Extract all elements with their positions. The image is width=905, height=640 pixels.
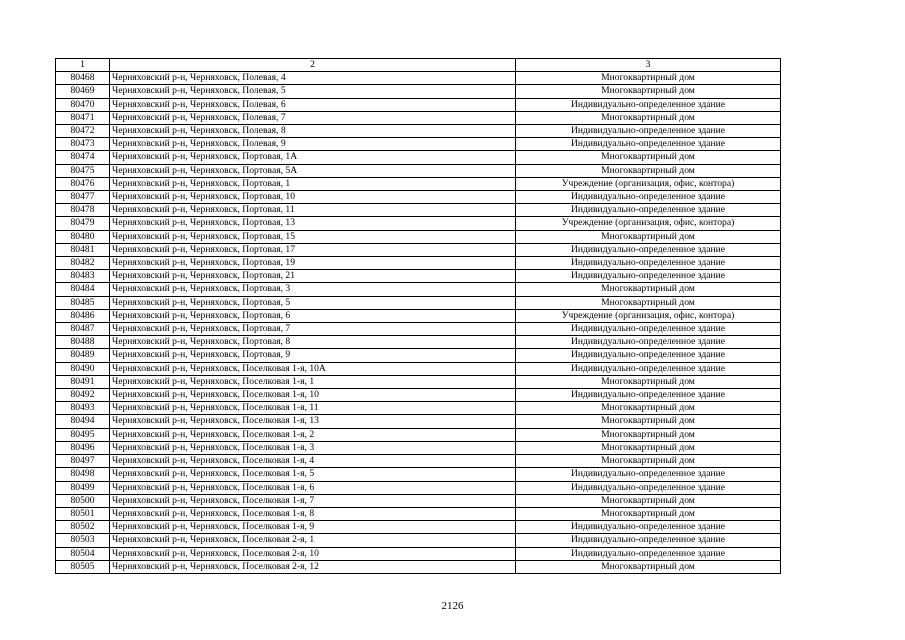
building-type-cell: Индивидуально-определенное здание (516, 362, 781, 375)
table-row (56, 494, 781, 507)
building-type-cell: Многоквартирный дом (516, 164, 781, 177)
table-row (56, 296, 781, 309)
row-number-cell: 80494 (56, 415, 110, 428)
address-cell: Черняховский р-н, Черняховск, Портовая, 1 (110, 177, 516, 190)
building-type-cell: Индивидуально-определенное здание (516, 534, 781, 547)
address-cell: Черняховский р-н, Черняховск, Поселковая 1-я, 4 (110, 455, 516, 468)
address-cell: Черняховский р-н, Черняховск, Портовая, 11 (110, 204, 516, 217)
table-row (56, 521, 781, 534)
table-row (56, 468, 781, 481)
building-type-cell: Индивидуально-определенное здание (516, 349, 781, 362)
table-row (56, 428, 781, 441)
row-number-cell: 80500 (56, 494, 110, 507)
row-number-cell: 80493 (56, 402, 110, 415)
table-row (56, 257, 781, 270)
address-cell: Черняховский р-н, Черняховск, Полевая, 4 (110, 72, 516, 85)
row-number-cell: 80490 (56, 362, 110, 375)
address-cell: Черняховский р-н, Черняховск, Поселковая 1-я, 2 (110, 428, 516, 441)
building-type-cell: Многоквартирный дом (516, 111, 781, 124)
table-row (56, 243, 781, 256)
row-number-cell: 80505 (56, 560, 110, 573)
table-row (56, 547, 781, 560)
row-number-cell: 80471 (56, 111, 110, 124)
building-type-cell: Индивидуально-определенное здание (516, 336, 781, 349)
row-number-cell: 80468 (56, 72, 110, 85)
column-header-number: 1 (56, 59, 110, 72)
address-cell: Черняховский р-н, Черняховск, Поселковая 2-я, 12 (110, 560, 516, 573)
table-row (56, 336, 781, 349)
building-type-cell: Многоквартирный дом (516, 296, 781, 309)
row-number-cell: 80481 (56, 243, 110, 256)
address-cell: Черняховский р-н, Черняховск, Поселковая 1-я, 9 (110, 521, 516, 534)
address-cell: Черняховский р-н, Черняховск, Полевая, 6 (110, 98, 516, 111)
table-row (56, 507, 781, 520)
building-type-cell: Индивидуально-определенное здание (516, 270, 781, 283)
building-type-cell: Индивидуально-определенное здание (516, 257, 781, 270)
row-number-cell: 80484 (56, 283, 110, 296)
address-cell: Черняховский р-н, Черняховск, Поселковая 1-я, 11 (110, 402, 516, 415)
address-cell: Черняховский р-н, Черняховск, Портовая, 17 (110, 243, 516, 256)
building-type-cell: Индивидуально-определенное здание (516, 547, 781, 560)
building-type-cell: Учреждение (организация, офис, контора) (516, 309, 781, 322)
address-cell: Черняховский р-н, Черняховск, Полевая, 7 (110, 111, 516, 124)
row-number-cell: 80489 (56, 349, 110, 362)
building-type-cell: Многоквартирный дом (516, 283, 781, 296)
table-row (56, 111, 781, 124)
building-type-cell: Индивидуально-определенное здание (516, 98, 781, 111)
address-cell: Черняховский р-н, Черняховск, Поселковая 1-я, 5 (110, 468, 516, 481)
table-row (56, 389, 781, 402)
building-type-cell: Многоквартирный дом (516, 85, 781, 98)
column-header-address: 2 (110, 59, 516, 72)
building-type-cell: Многоквартирный дом (516, 375, 781, 388)
page-number: 2126 (441, 600, 464, 612)
building-type-cell: Многоквартирный дом (516, 230, 781, 243)
address-cell: Черняховский р-н, Черняховск, Портовая, 9 (110, 349, 516, 362)
address-cell: Черняховский р-н, Черняховск, Поселковая 2-я, 1 (110, 534, 516, 547)
row-number-cell: 80495 (56, 428, 110, 441)
table-row (56, 283, 781, 296)
address-cell: Черняховский р-н, Черняховск, Портовая, 5 (110, 296, 516, 309)
row-number-cell: 80476 (56, 177, 110, 190)
table-row (56, 402, 781, 415)
row-number-cell: 80491 (56, 375, 110, 388)
building-type-cell: Многоквартирный дом (516, 507, 781, 520)
address-cell: Черняховский р-н, Черняховск, Портовая, 21 (110, 270, 516, 283)
row-number-cell: 80472 (56, 125, 110, 138)
row-number-cell: 80502 (56, 521, 110, 534)
address-cell: Черняховский р-н, Черняховск, Портовая, 15 (110, 230, 516, 243)
table-row (56, 375, 781, 388)
address-cell: Черняховский р-н, Черняховск, Поселковая 1-я, 13 (110, 415, 516, 428)
row-number-cell: 80488 (56, 336, 110, 349)
building-type-cell: Индивидуально-определенное здание (516, 204, 781, 217)
building-type-cell: Учреждение (организация, офис, контора) (516, 217, 781, 230)
table-row (56, 151, 781, 164)
building-type-cell: Индивидуально-определенное здание (516, 323, 781, 336)
address-cell: Черняховский р-н, Черняховск, Полевая, 8 (110, 125, 516, 138)
building-type-cell: Многоквартирный дом (516, 402, 781, 415)
table-row (56, 191, 781, 204)
table-row (56, 481, 781, 494)
table-row (56, 85, 781, 98)
address-cell: Черняховский р-н, Черняховск, Поселковая 1-я, 10 (110, 389, 516, 402)
address-cell: Черняховский р-н, Черняховск, Портовая, 13 (110, 217, 516, 230)
row-number-cell: 80498 (56, 468, 110, 481)
row-number-cell: 80477 (56, 191, 110, 204)
address-cell: Черняховский р-н, Черняховск, Портовая, 6 (110, 309, 516, 322)
table-header-row (56, 59, 781, 72)
table-row (56, 560, 781, 573)
row-number-cell: 80496 (56, 441, 110, 454)
row-number-cell: 80482 (56, 257, 110, 270)
row-number-cell: 80492 (56, 389, 110, 402)
table-row (56, 349, 781, 362)
row-number-cell: 80469 (56, 85, 110, 98)
address-cell: Черняховский р-н, Черняховск, Портовая, 10 (110, 191, 516, 204)
building-type-cell: Индивидуально-определенное здание (516, 481, 781, 494)
table-row (56, 98, 781, 111)
table-row (56, 138, 781, 151)
row-number-cell: 80487 (56, 323, 110, 336)
building-type-cell: Индивидуально-определенное здание (516, 125, 781, 138)
address-cell: Черняховский р-н, Черняховск, Полевая, 9 (110, 138, 516, 151)
address-cell: Черняховский р-н, Черняховск, Поселковая 1-я, 7 (110, 494, 516, 507)
table-row (56, 455, 781, 468)
row-number-cell: 80499 (56, 481, 110, 494)
table-row (56, 125, 781, 138)
row-number-cell: 80485 (56, 296, 110, 309)
table-row (56, 323, 781, 336)
building-type-cell: Многоквартирный дом (516, 428, 781, 441)
building-type-cell: Многоквартирный дом (516, 494, 781, 507)
table-row (56, 164, 781, 177)
table-body (56, 72, 781, 574)
address-cell: Черняховский р-н, Черняховск, Портовая, 3 (110, 283, 516, 296)
row-number-cell: 80503 (56, 534, 110, 547)
address-cell: Черняховский р-н, Черняховск, Поселковая 1-я, 3 (110, 441, 516, 454)
table-row (56, 309, 781, 322)
row-number-cell: 80486 (56, 309, 110, 322)
building-type-cell: Многоквартирный дом (516, 441, 781, 454)
table-row (56, 217, 781, 230)
building-type-cell: Индивидуально-определенное здание (516, 191, 781, 204)
building-type-cell: Индивидуально-определенное здание (516, 138, 781, 151)
building-type-cell: Индивидуально-определенное здание (516, 521, 781, 534)
address-cell: Черняховский р-н, Черняховск, Портовая, 1А (110, 151, 516, 164)
building-type-cell: Учреждение (организация, офис, контора) (516, 177, 781, 190)
building-type-cell: Индивидуально-определенное здание (516, 468, 781, 481)
building-type-cell: Многоквартирный дом (516, 151, 781, 164)
table-row (56, 362, 781, 375)
row-number-cell: 80504 (56, 547, 110, 560)
address-cell: Черняховский р-н, Черняховск, Портовая, 8 (110, 336, 516, 349)
table-row (56, 204, 781, 217)
building-type-cell: Многоквартирный дом (516, 560, 781, 573)
table-row (56, 415, 781, 428)
row-number-cell: 80478 (56, 204, 110, 217)
table-row (56, 177, 781, 190)
address-cell: Черняховский р-н, Черняховск, Поселковая 1-я, 8 (110, 507, 516, 520)
address-cell: Черняховский р-н, Черняховск, Полевая, 5 (110, 85, 516, 98)
row-number-cell: 80479 (56, 217, 110, 230)
table-row (56, 230, 781, 243)
row-number-cell: 80501 (56, 507, 110, 520)
address-cell: Черняховский р-н, Черняховск, Портовая, 7 (110, 323, 516, 336)
address-cell: Черняховский р-н, Черняховск, Поселковая 1-я, 10А (110, 362, 516, 375)
row-number-cell: 80497 (56, 455, 110, 468)
address-cell: Черняховский р-н, Черняховск, Поселковая 1-я, 6 (110, 481, 516, 494)
building-type-cell: Индивидуально-определенное здание (516, 243, 781, 256)
building-type-cell: Многоквартирный дом (516, 72, 781, 85)
building-type-cell: Индивидуально-определенное здание (516, 389, 781, 402)
row-number-cell: 80480 (56, 230, 110, 243)
row-number-cell: 80473 (56, 138, 110, 151)
row-number-cell: 80475 (56, 164, 110, 177)
registry-table (55, 58, 781, 574)
address-cell: Черняховский р-н, Черняховск, Поселковая 1-я, 1 (110, 375, 516, 388)
building-type-cell: Многоквартирный дом (516, 455, 781, 468)
row-number-cell: 80470 (56, 98, 110, 111)
row-number-cell: 80483 (56, 270, 110, 283)
table-row (56, 441, 781, 454)
building-type-cell: Многоквартирный дом (516, 415, 781, 428)
address-cell: Черняховский р-н, Черняховск, Портовая, 5А (110, 164, 516, 177)
address-cell: Черняховский р-н, Черняховск, Портовая, 19 (110, 257, 516, 270)
table-row (56, 534, 781, 547)
row-number-cell: 80474 (56, 151, 110, 164)
address-cell: Черняховский р-н, Черняховск, Поселковая 2-я, 10 (110, 547, 516, 560)
table-row (56, 72, 781, 85)
table-row (56, 270, 781, 283)
column-header-type: 3 (516, 59, 781, 72)
